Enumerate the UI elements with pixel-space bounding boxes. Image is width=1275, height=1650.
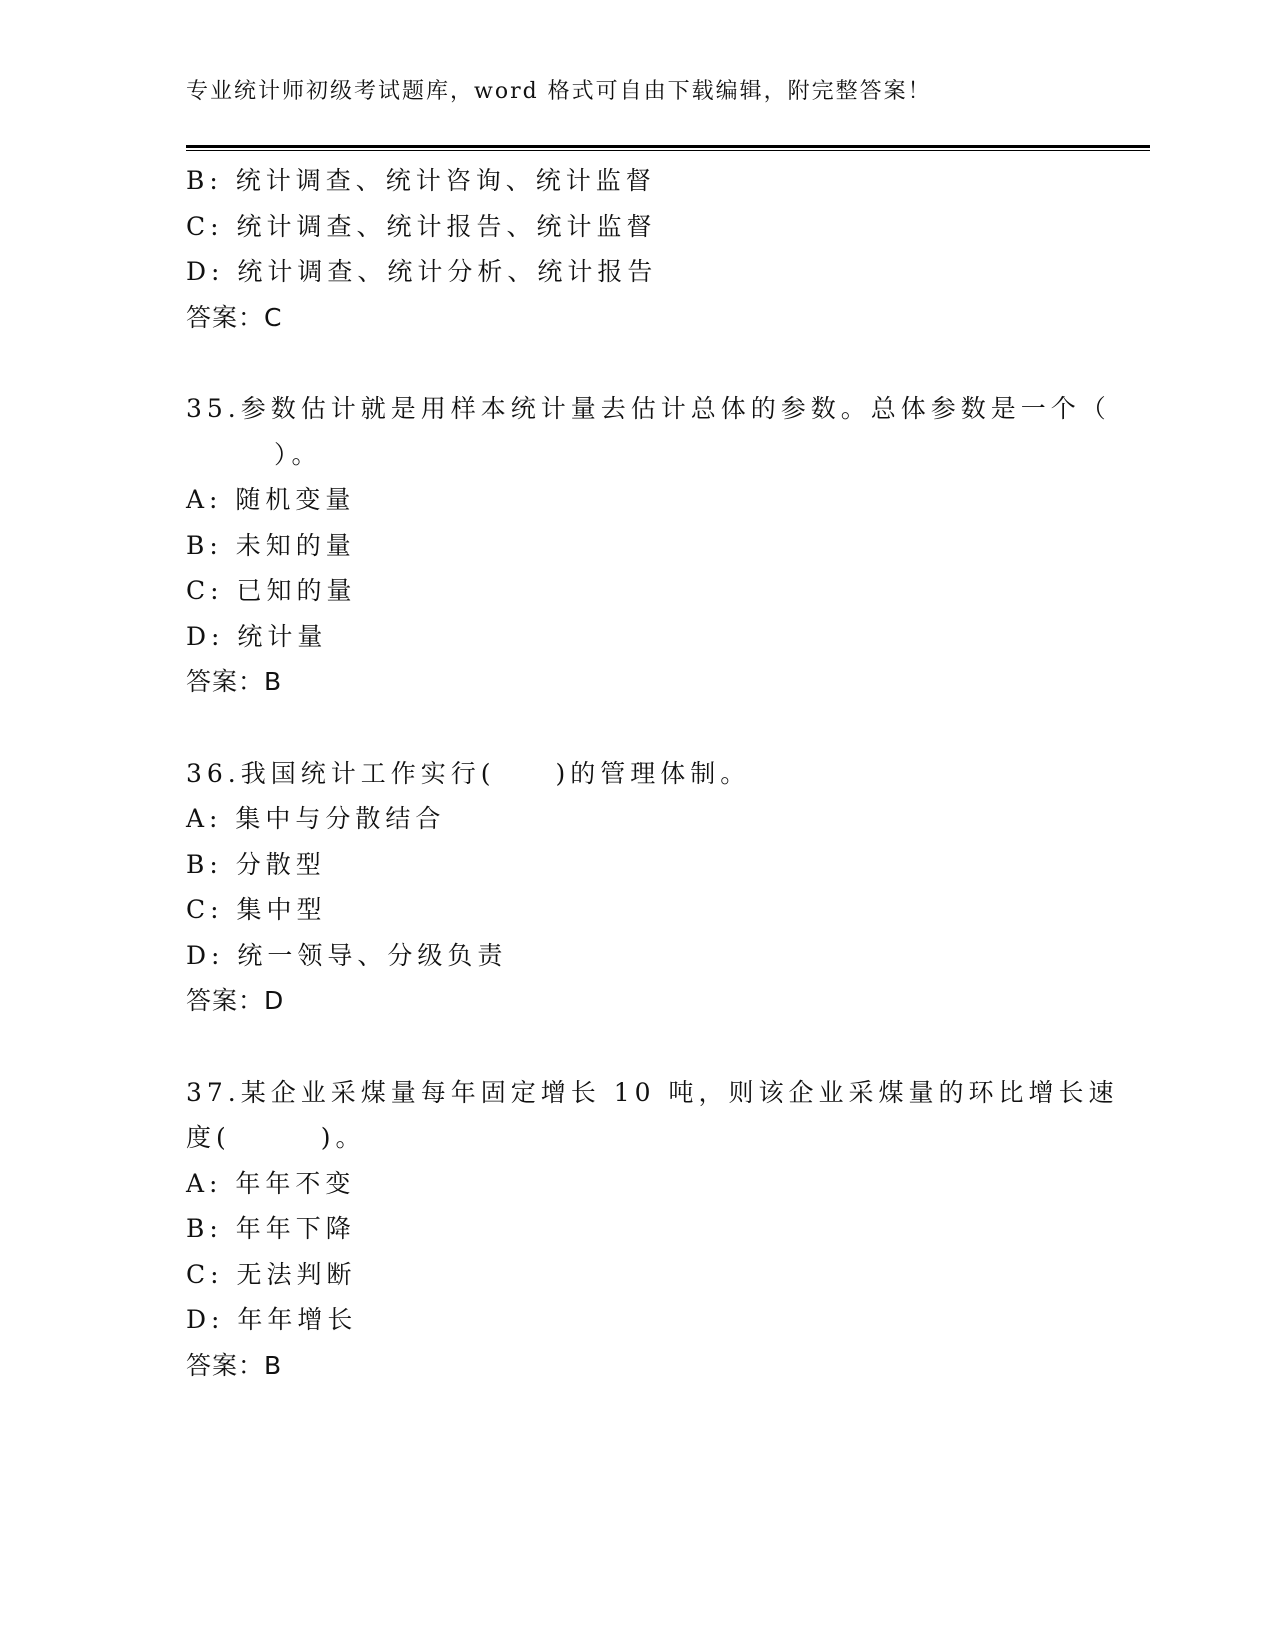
option-d: D: 统一领导、分级负责: [186, 940, 508, 970]
answer: 答案：B: [186, 1350, 283, 1380]
option-c: C: 集中型: [186, 895, 327, 924]
option-b: B: 分散型: [186, 849, 326, 879]
option-a: A: 年年不变: [186, 1168, 356, 1198]
option-d: D: 统计量: [186, 621, 328, 651]
question-stem-continued: 度( )。: [186, 1123, 366, 1152]
answer: 答案：C: [186, 302, 283, 332]
header-rule-thin: [186, 150, 1150, 151]
option-d: D: 年年增长: [186, 1305, 358, 1334]
question-stem-continued: ）。: [274, 439, 322, 469]
spacer: [186, 1024, 1086, 1070]
question-stem: 36.我国统计工作实行( )的管理体制。: [186, 758, 751, 788]
answer: 答案：B: [186, 667, 283, 696]
question-stem: 37.某企业采煤量每年固定增长 10 吨，则该企业采煤量的环比增长速: [186, 1077, 1119, 1107]
spacer: [186, 705, 1086, 751]
question-37: [186, 1070, 1119, 1389]
question-36: [186, 751, 1086, 1024]
option-a: A: 随机变量: [186, 485, 356, 514]
option-b: B: 未知的量: [186, 530, 356, 560]
option-c: C: 统计调查、统计报告、统计监督: [186, 211, 657, 241]
option-b: B: 年年下降: [186, 1214, 356, 1243]
option-d: D: 统计调查、统计分析、统计报告: [186, 257, 658, 286]
header-rule-thick: [186, 145, 1150, 148]
answer: 答案：D: [186, 986, 285, 1015]
question-stem: 35.参数估计就是用样本统计量去估计总体的参数。总体参数是一个（: [186, 394, 1111, 423]
option-c: C: 已知的量: [186, 576, 357, 605]
option-c: C: 无法判断: [186, 1259, 357, 1289]
question-35: [186, 386, 1111, 705]
question-list: [186, 158, 1119, 1388]
option-b: B: 统计调查、统计咨询、统计监督: [186, 166, 656, 195]
option-a: A: 集中与分散结合: [186, 804, 446, 833]
spacer: [186, 340, 1086, 386]
page-header: 专业统计师初级考试题库，word 格式可自由下载编辑，附完整答案！: [186, 79, 932, 104]
continued-question: [186, 158, 1086, 340]
